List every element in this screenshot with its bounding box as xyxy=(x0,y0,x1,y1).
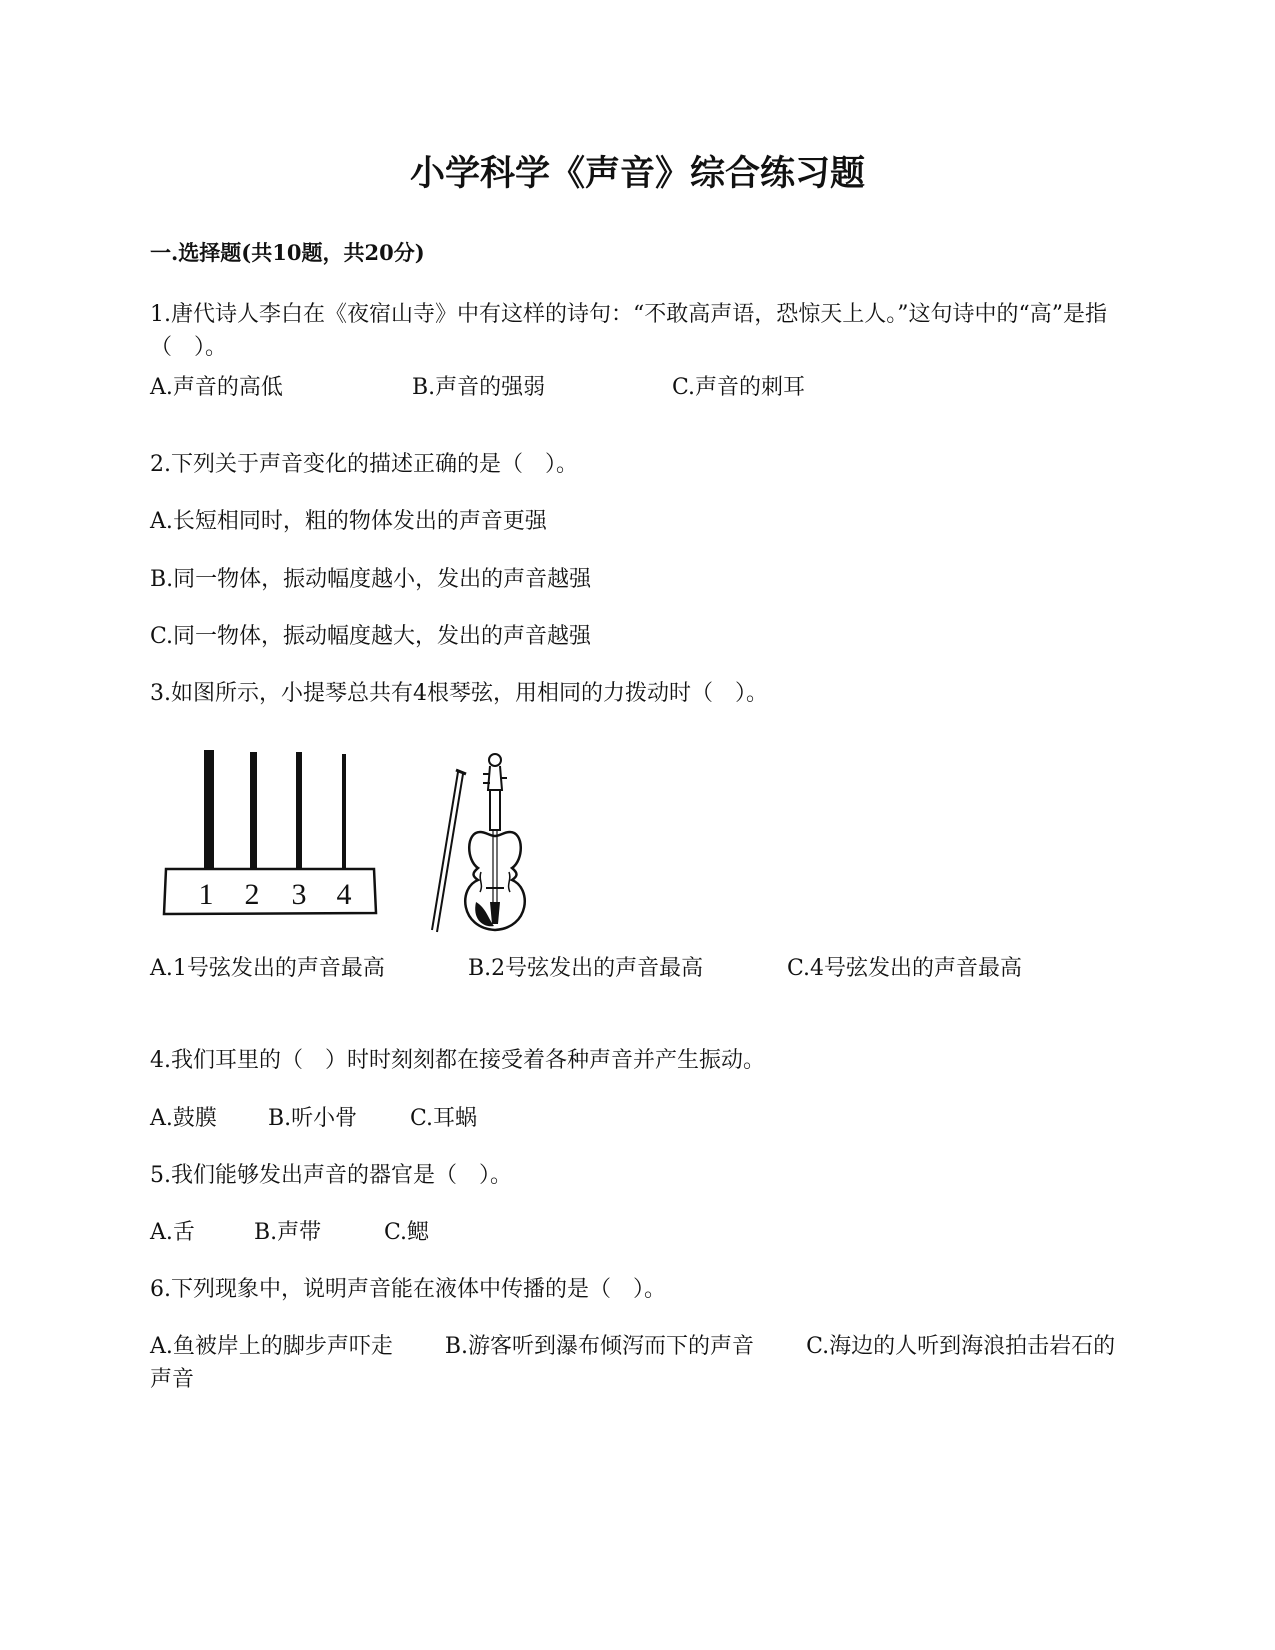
option-c: C.海边的人听到海浪拍击岩石的声音 xyxy=(150,1334,1116,1392)
option-b: B.2号弦发出的声音最高 xyxy=(468,956,704,981)
option-a: A.1号弦发出的声音最高 xyxy=(150,956,385,981)
question-6-options xyxy=(150,1330,1125,1400)
string-1 xyxy=(204,750,214,868)
option-a: A.声音的高低 xyxy=(150,375,283,400)
string-4 xyxy=(342,754,346,868)
string-number-1: 1 xyxy=(198,878,214,911)
string-number-4: 4 xyxy=(336,878,352,911)
string-diagram xyxy=(162,748,387,918)
question-1-options xyxy=(150,371,1125,404)
section-heading: 一.选择题(共10题，共20分) xyxy=(150,240,425,265)
string-3 xyxy=(296,752,302,868)
page-title: 小学科学《声音》综合练习题 xyxy=(409,153,865,194)
option-b: B.声音的强弱 xyxy=(412,375,546,400)
question-3-stem: 3.如图所示，小提琴总共有4根琴弦，用相同的力拨动时（ ）。 xyxy=(150,681,768,706)
option-b: B.游客听到瀑布倾泻而下的声音 xyxy=(444,1334,755,1359)
question-6-stem: 6.下列现象中，说明声音能在液体中传播的是（ ）。 xyxy=(150,1277,666,1302)
question-4-stem: 4.我们耳里的（ ）时时刻刻都在接受着各种声音并产生振动。 xyxy=(150,1048,765,1073)
question-5-stem: 5.我们能够发出声音的器官是（ ）。 xyxy=(150,1163,512,1188)
question-3-options xyxy=(150,952,1125,985)
option-b: B.同一物体，振动幅度越小，发出的声音越强 xyxy=(150,567,592,592)
option-a: A.舌 xyxy=(150,1220,195,1245)
option-a: A.长短相同时，粗的物体发出的声音更强 xyxy=(150,509,547,534)
string-2 xyxy=(250,752,257,868)
option-c: C.4号弦发出的声音最高 xyxy=(787,956,1023,981)
option-b: B.声带 xyxy=(254,1220,322,1245)
question-4-options xyxy=(150,1102,750,1135)
string-number-3: 3 xyxy=(291,878,307,911)
question-2-stem: 2.下列关于声音变化的描述正确的是（ ）。 xyxy=(150,452,578,477)
option-a: A.鱼被岸上的脚步声吓走 xyxy=(150,1334,393,1359)
question-5-options xyxy=(150,1216,750,1249)
option-c: C.声音的刺耳 xyxy=(672,375,806,400)
string-number-2: 2 xyxy=(244,878,260,911)
option-c: C.耳蜗 xyxy=(410,1106,478,1131)
option-b: B.听小骨 xyxy=(268,1106,358,1131)
option-c: C.同一物体，振动幅度越大，发出的声音越强 xyxy=(150,624,592,649)
option-a: A.鼓膜 xyxy=(150,1106,217,1131)
question-1-stem: 1.唐代诗人李白在《夜宿山寺》中有这样的诗句：“不敢高声语，恐惊天上人。”这句诗中的“高”是指（ ）。 xyxy=(150,302,1107,360)
option-c: C.鳃 xyxy=(384,1220,430,1245)
violin-illustration xyxy=(428,752,538,937)
